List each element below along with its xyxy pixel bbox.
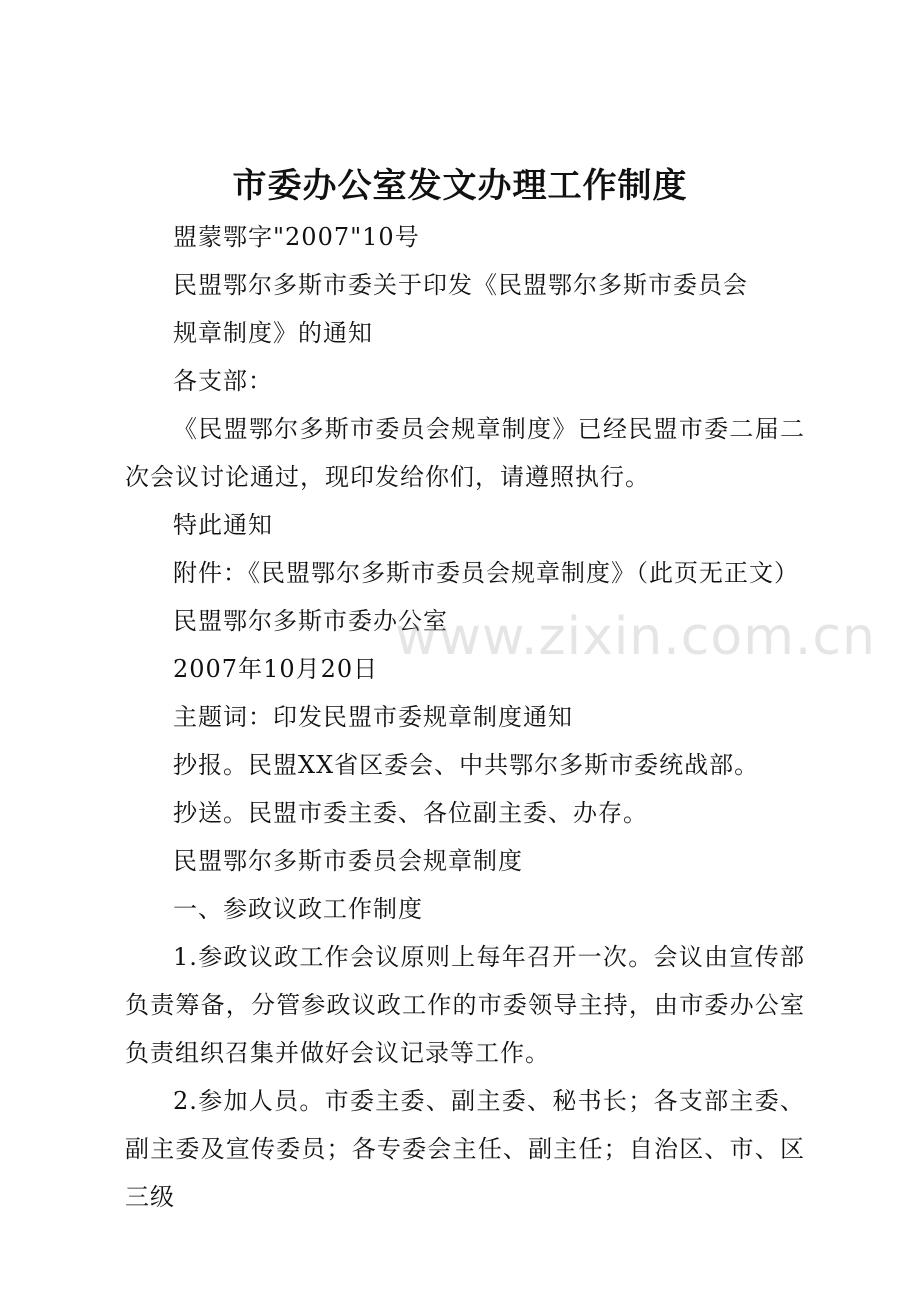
issuer: 民盟鄂尔多斯市委办公室 <box>173 607 448 635</box>
attachment-line: 附件：《民盟鄂尔多斯市委员会规章制度》（此页无正文） <box>173 559 799 587</box>
issue-date: 2007年10月20日 <box>173 655 379 683</box>
clause-1: 1.参政议政工作会议原则上每年召开一次。会议由宣传部负责筹备，分管参政议政工作的市委领导主持，由市委办公室负责组织召集并做好会议记录等工作。 <box>125 943 805 1067</box>
report-to: 抄报。民盟XX省区委会、中共鄂尔多斯市委统战部。 <box>173 751 760 779</box>
subject-keywords: 主题词：印发民盟市委规章制度通知 <box>173 703 573 731</box>
notice-heading-line-1: 民盟鄂尔多斯市委关于印发《民盟鄂尔多斯市委员会 <box>173 271 748 299</box>
notice-closing: 特此通知 <box>173 511 273 539</box>
document-title: 市委办公室发文办理工作制度 <box>232 166 688 206</box>
copy-to: 抄送。民盟市委主委、各位副主委、办存。 <box>173 799 648 827</box>
document-body <box>125 213 876 1221</box>
section-heading: 一、参政议政工作制度 <box>173 895 423 923</box>
doc-number: 盟蒙鄂字"2007"10号 <box>173 223 420 251</box>
regulations-title: 民盟鄂尔多斯市委员会规章制度 <box>173 847 523 875</box>
salutation: 各支部： <box>173 367 273 395</box>
watermark: www.zixin.com.cn <box>395 607 876 667</box>
clause-2: 2.参加人员。市委主委、副主委、秘书长；各支部主委、副主委及宣传委员；各专委会主任、副主任；自治区、市、区三级 <box>125 1087 805 1211</box>
notice-heading-line-2: 规章制度》的通知 <box>173 319 373 347</box>
notice-body: 《民盟鄂尔多斯市委员会规章制度》已经民盟市委二届二次会议讨论通过，现印发给你们，请遵照执行。 <box>125 415 805 491</box>
